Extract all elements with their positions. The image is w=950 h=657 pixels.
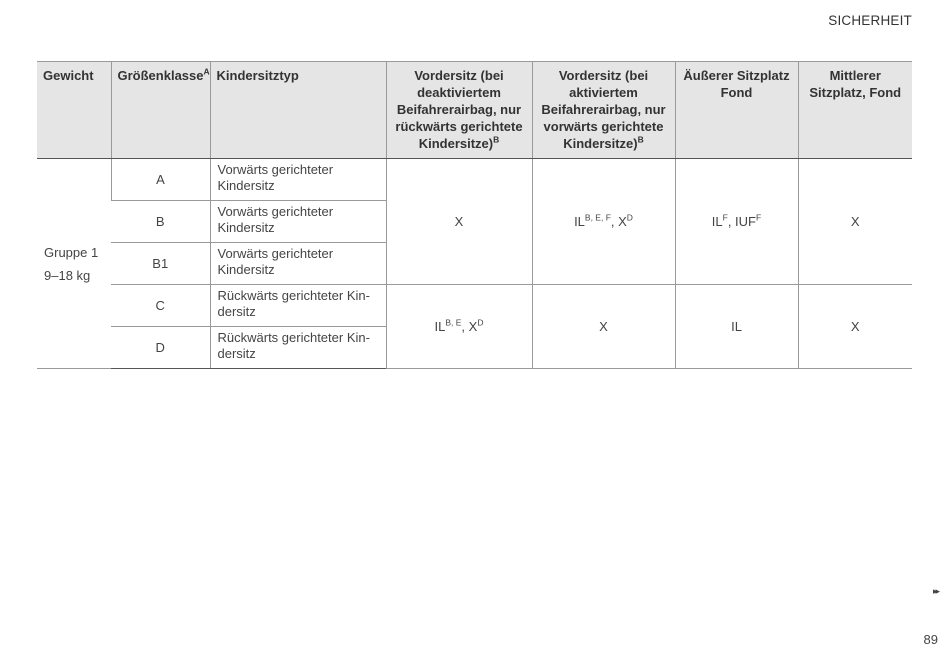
seat-type-cell: Rückwärts gerichteter Kindersitz xyxy=(210,285,386,327)
size-class-cell: A xyxy=(111,159,210,201)
column-header-weight: Gewicht xyxy=(37,62,111,159)
forward-middle-rear-cell: X xyxy=(798,159,912,285)
rearward-middle-rear-cell: X xyxy=(798,285,912,369)
seat-type-cell: Vorwärts gerichteter Kindersitz xyxy=(210,201,386,243)
seat-type-cell: Vorwärts gerichteter Kindersitz xyxy=(210,243,386,285)
rearward-front-activated-cell: X xyxy=(532,285,675,369)
double-arrow-right-icon[interactable]: ▸▸ xyxy=(932,586,938,596)
column-header-seat-type: Kindersitztyp xyxy=(210,62,386,159)
forward-outer-rear-cell: $IL^F$, $IUF^F$ xyxy=(675,159,798,285)
size-class-cell: B1 xyxy=(111,243,210,285)
size-class-cell: C xyxy=(111,285,210,327)
rearward-outer-rear-cell: IL xyxy=(675,285,798,369)
table-row xyxy=(37,159,912,201)
column-header-middle-rear: Mittlerer Sitzplatz, Fond xyxy=(798,62,912,159)
column-header-outer-rear: Äußerer Sitzplatz Fond xyxy=(675,62,798,159)
section-header: SICHERHEIT xyxy=(828,13,912,28)
table-header-row xyxy=(37,62,912,159)
rearward-front-deactivated-cell: $IL^{B, E}$, $X^D$ xyxy=(386,285,532,369)
column-header-size-class: Größenklasse$^A$ xyxy=(111,62,210,159)
seat-type-cell: Vorwärts gerichteter Kindersitz xyxy=(210,159,386,201)
size-class-cell: B xyxy=(111,201,210,243)
forward-front-activated-cell: $IL^{B, E, F}$, $X^D$ xyxy=(532,159,675,285)
size-class-cell: D xyxy=(111,327,210,369)
column-header-front-activated: Vordersitz (bei aktiviertem Beifahrerairbag, nur vorwärts gerichtete Kindersitze)$^B$ xyxy=(532,62,675,159)
forward-front-deactivated-cell: X xyxy=(386,159,532,285)
group-weight-range: 9–18 kg xyxy=(44,267,91,283)
column-header-front-deactivated: Vordersitz (bei deaktiviertem Beifahrerairbag, nur rückwärts gerichtete Kindersitze)$^B$ xyxy=(386,62,532,159)
table-row xyxy=(37,285,912,327)
seat-type-cell: Rückwärts gerichteter Kindersitz xyxy=(210,327,386,369)
weight-group-cell xyxy=(37,159,111,369)
group-label: Gruppe 1 xyxy=(44,244,99,260)
page-number: 89 xyxy=(923,632,938,647)
child-seat-table xyxy=(37,61,912,369)
